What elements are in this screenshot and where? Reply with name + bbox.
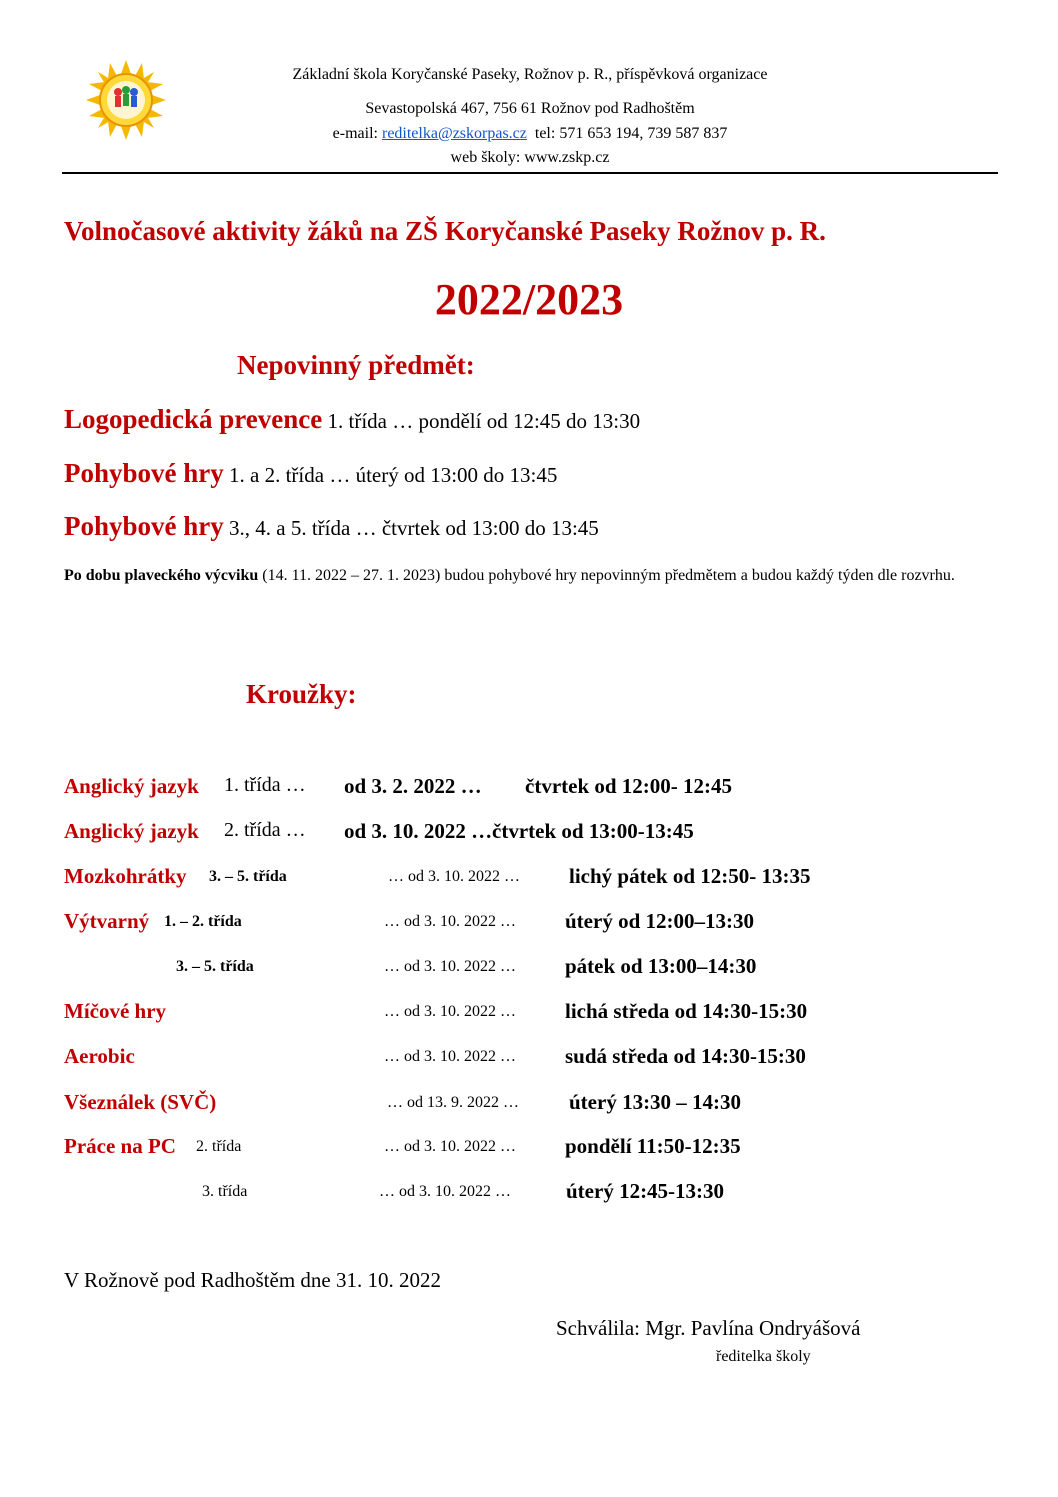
swimming-note	[64, 561, 994, 591]
club-row	[64, 774, 994, 808]
club-schedule: čtvrtek od 12:00- 12:45	[525, 774, 733, 798]
club-row	[64, 819, 994, 853]
club-class: 2. třída …	[224, 819, 306, 841]
club-name: Míčové hry	[64, 999, 167, 1023]
club-start: … od 3. 10. 2022 …	[384, 913, 516, 930]
club-row	[64, 999, 994, 1033]
club-class: 3. – 5. třída	[209, 868, 287, 885]
email-link[interactable]: reditelka@zskorpas.cz	[381, 125, 527, 142]
subject-detail: 1. třída … pondělí od 12:45 do 13:30	[322, 409, 641, 433]
school-name: Základní škola Koryčanské Paseky, Rožnov p. R., příspěvková organizace	[292, 66, 768, 83]
subject-name: Pohybové hry	[64, 458, 224, 488]
phone: tel: 571 653 194, 739 587 837	[534, 125, 728, 142]
club-name: Práce na PC	[64, 1134, 176, 1158]
club-schedule: čtvrtek od 13:00-13:45	[492, 819, 694, 843]
club-row	[64, 1090, 994, 1124]
club-schedule: úterý od 12:00–13:30	[565, 909, 754, 933]
club-start: od 3. 2. 2022 …	[344, 774, 482, 798]
place-date: V Rožnově pod Radhoštěm dne 31. 10. 2022	[64, 1268, 441, 1292]
optional-subject-row	[64, 458, 557, 489]
club-name: Mozkohrátky	[64, 864, 187, 888]
club-class: 2. třída	[196, 1138, 242, 1155]
subject-detail: 3., 4. a 5. třída … čtvrtek od 13:00 do 13:45	[223, 516, 599, 540]
club-name: Výtvarný	[64, 909, 150, 933]
subject-detail: 1. a 2. třída … úterý od 13:00 do 13:45	[223, 463, 558, 487]
club-schedule: pátek od 13:00–14:30	[565, 954, 757, 978]
club-schedule: lichý pátek od 12:50- 13:35	[569, 864, 811, 888]
club-class: 3. třída	[202, 1183, 248, 1200]
note-text: (14. 11. 2022 – 27. 1. 2023) budou pohybové hry nepovinným předmětem a budou každý týden dle rozvrhu.	[258, 567, 955, 584]
club-start: … od 13. 9. 2022 …	[387, 1094, 519, 1111]
school-web: web školy: www.zskp.cz	[450, 149, 610, 166]
club-schedule: úterý 12:45-13:30	[566, 1179, 725, 1203]
club-row	[64, 864, 994, 898]
club-schedule: pondělí 11:50-12:35	[565, 1134, 741, 1158]
club-row	[64, 1044, 994, 1078]
optional-subject-row	[64, 404, 640, 435]
subject-name: Logopedická prevence	[64, 404, 323, 434]
club-class: 1. – 2. třída	[164, 913, 242, 930]
club-schedule: úterý 13:30 – 14:30	[569, 1090, 742, 1114]
club-schedule: sudá středa od 14:30-15:30	[565, 1044, 806, 1068]
club-row	[64, 909, 994, 943]
club-name: Aerobic	[64, 1044, 135, 1068]
clubs-heading: Kroužky:	[246, 679, 357, 709]
school-year: 2022/2023	[434, 275, 624, 324]
note-bold: Po dobu plaveckého výcviku	[64, 567, 259, 584]
contact-line	[230, 125, 830, 143]
club-class: 3. – 5. třída	[176, 958, 254, 975]
club-start: … od 3. 10. 2022 …	[379, 1183, 511, 1200]
club-name: Anglický jazyk	[64, 819, 199, 843]
club-start: … od 3. 10. 2022 …	[384, 1138, 516, 1155]
page-title: Volnočasové aktivity žáků na ZŠ Koryčanské Paseky Rožnov p. R.	[64, 216, 826, 246]
approved-by: Schválila: Mgr. Pavlína Ondryášová	[556, 1316, 861, 1340]
club-row	[64, 954, 994, 988]
approver-role: ředitelka školy	[716, 1348, 811, 1365]
email-label: e-mail:	[332, 125, 382, 142]
header-divider	[62, 172, 998, 174]
club-start: … od 3. 10. 2022 …	[384, 1048, 516, 1065]
optional-subject-row	[64, 511, 599, 542]
club-name: Anglický jazyk	[64, 774, 199, 798]
club-start: … od 3. 10. 2022 …	[384, 1003, 516, 1020]
club-class: 1. třída …	[224, 774, 306, 796]
school-logo	[86, 60, 166, 140]
club-name: Všeználek (SVČ)	[64, 1090, 217, 1114]
optional-subject-heading: Nepovinný předmět:	[237, 350, 475, 380]
club-schedule: lichá středa od 14:30-15:30	[565, 999, 808, 1023]
club-start: od 3. 10. 2022 …	[344, 819, 493, 843]
club-start: … od 3. 10. 2022 …	[384, 958, 516, 975]
club-start: … od 3. 10. 2022 …	[388, 868, 520, 885]
school-address: Sevastopolská 467, 756 61 Rožnov pod Radhoštěm	[365, 100, 695, 117]
subject-name: Pohybové hry	[64, 511, 224, 541]
club-row	[64, 1134, 994, 1168]
club-row	[64, 1179, 994, 1213]
